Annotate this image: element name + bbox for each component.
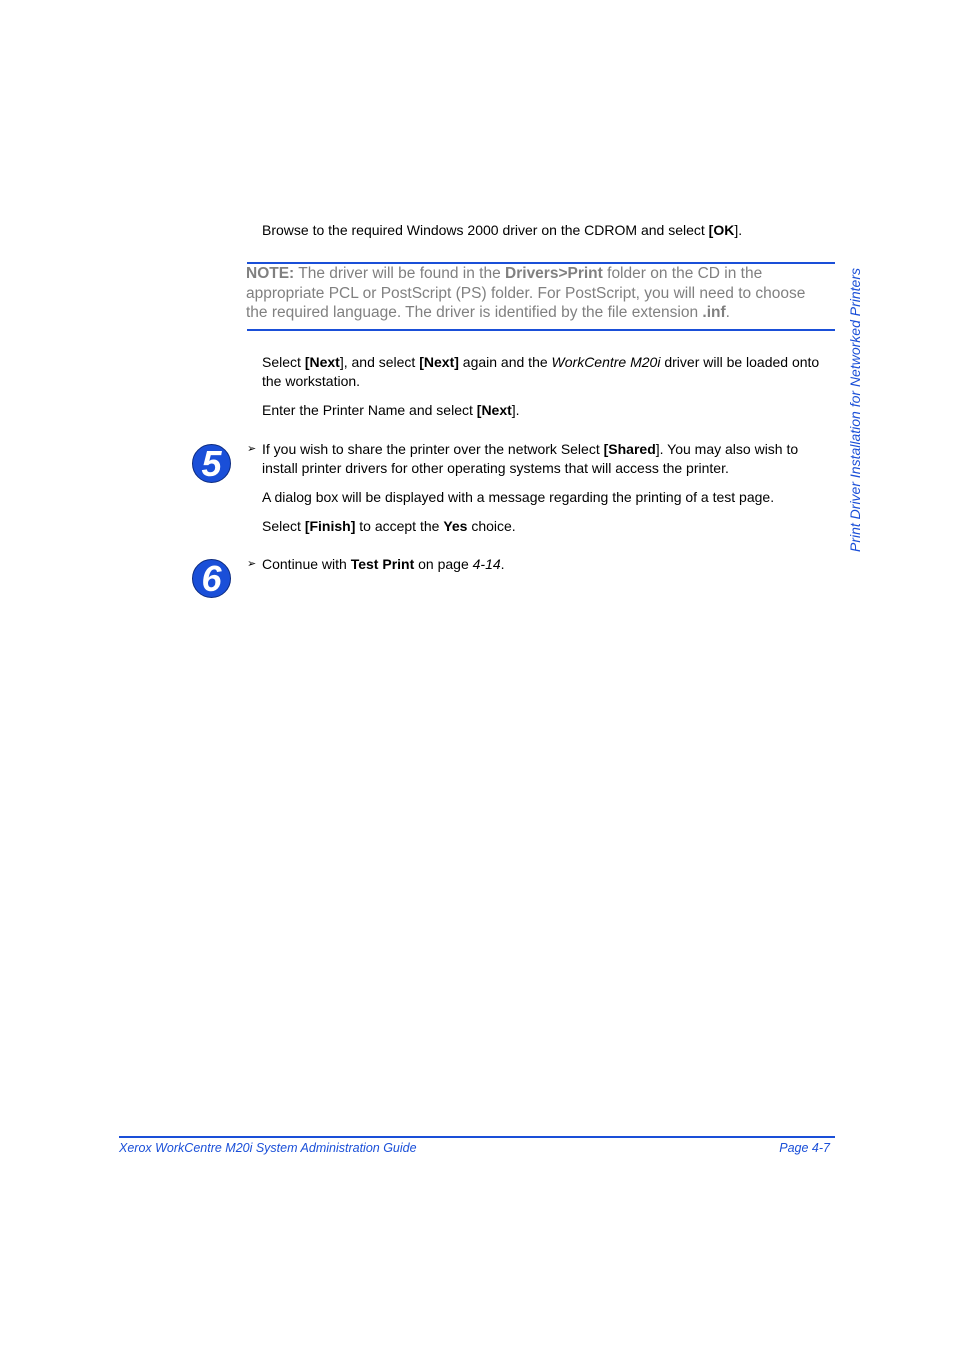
bullet-arrow-icon: ➢: [247, 558, 257, 570]
footer-guide-title: Xerox WorkCentre M20i System Administration Guide: [119, 1141, 417, 1155]
step-number-badge: 5: [192, 444, 231, 483]
next-button-reference: [Next]: [419, 354, 459, 370]
page-reference: 4-14: [472, 556, 501, 572]
text-span: ]. You may also wish to install printer drivers for other operating systems that will access the printer.: [262, 441, 799, 476]
text-span: ], and select: [339, 354, 420, 370]
text-span: Select: [262, 518, 305, 534]
note-block: [246, 264, 831, 323]
instruction-share-printer: [262, 440, 834, 478]
footer-page-number: Page 4-7: [779, 1141, 830, 1155]
note-label: NOTE:: [246, 265, 295, 282]
step-number-badge: 6: [192, 559, 231, 598]
side-section-title: Print Driver Installation for Networked Printers: [847, 268, 863, 552]
shared-option-reference: [Shared: [603, 441, 656, 457]
yes-choice-reference: Yes: [443, 518, 468, 534]
instruction-select-next: [262, 353, 834, 391]
ok-button-reference: [OK: [708, 222, 735, 238]
instruction-printer-name: [262, 401, 832, 420]
drivers-print-folder: Drivers>Print: [505, 265, 603, 282]
test-print-link: Test Print: [350, 556, 415, 572]
text-span: driver will be loaded onto the workstation.: [262, 354, 820, 389]
instruction-select-finish: [262, 517, 834, 536]
instruction-continue-test-print: [262, 555, 834, 574]
text-span: Select: [262, 354, 305, 370]
text-span: Browse to the required Windows 2000 driver on the CDROM and select: [262, 222, 709, 238]
next-button-reference: [Next: [304, 354, 340, 370]
text-span: Continue with: [262, 556, 351, 572]
text-span: .: [500, 556, 505, 572]
instruction-dialog-box: A dialog box will be displayed with a message regarding the printing of a test page.: [262, 489, 775, 505]
text-span: If you wish to share the printer over the network Select: [262, 441, 604, 457]
text-span: to accept the: [355, 518, 444, 534]
text-span: .: [725, 304, 730, 321]
text-span: choice.: [467, 518, 516, 534]
footer-rule: [119, 1136, 835, 1138]
text-span: ].: [511, 402, 520, 418]
next-button-reference: [Next: [476, 402, 512, 418]
inf-extension: .inf: [702, 304, 726, 321]
text-span: on page: [414, 556, 473, 572]
text-span: The driver will be found in the: [294, 265, 506, 282]
note-bottom-rule: [247, 329, 835, 331]
bullet-arrow-icon: ➢: [247, 443, 257, 455]
text-span: ].: [734, 222, 743, 238]
instruction-browse-driver: [262, 221, 832, 240]
text-span: Enter the Printer Name and select: [262, 402, 477, 418]
text-span: folder on the CD in the appropriate PCL or PostScript (PS) folder. For PostScript, you will need to choose the required language. The driver is identified by the file extension: [246, 265, 806, 321]
text-span: again and the: [458, 354, 552, 370]
product-name: WorkCentre M20i: [551, 354, 661, 370]
finish-button-reference: [Finish]: [304, 518, 356, 534]
